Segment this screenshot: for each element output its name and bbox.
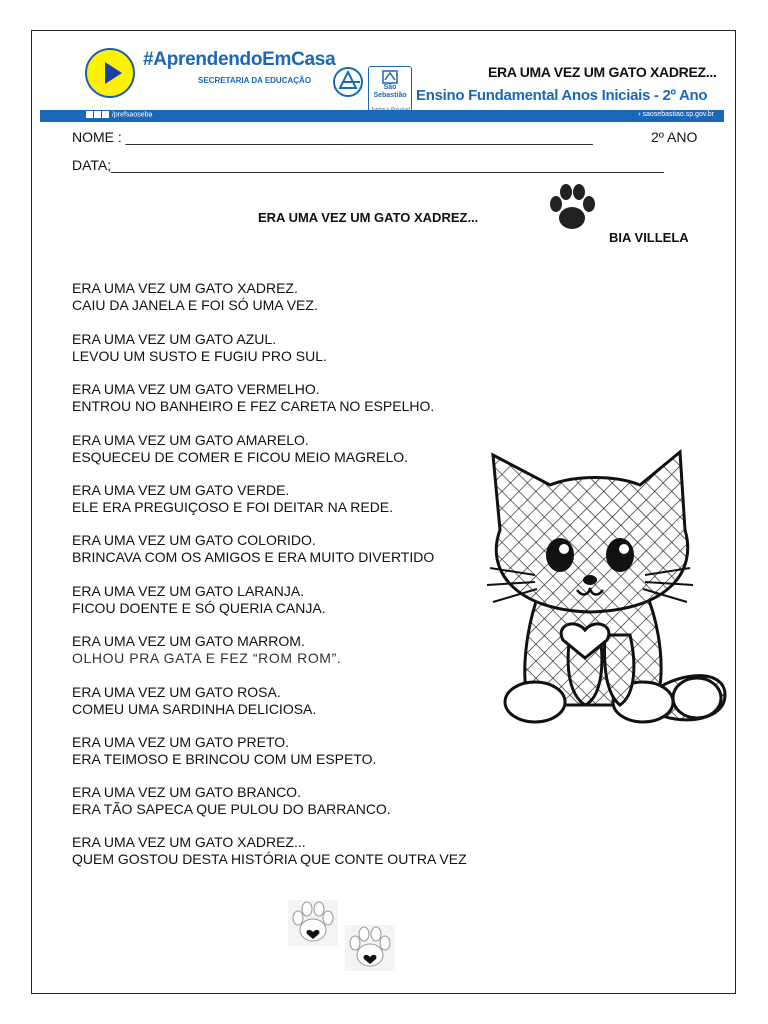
instagram-icon — [102, 111, 109, 118]
department-label: SECRETARIA DA EDUCAÇÃO — [198, 76, 312, 85]
banner-title: ERA UMA VEZ UM GATO XADREZ... — [488, 64, 717, 80]
stanza — [72, 280, 318, 314]
stanza-line: ERA TEIMOSO E BRINCOU COM UM ESPETO. — [72, 751, 377, 767]
stanza — [72, 633, 341, 667]
stanza-line: ERA TÃO SAPECA QUE PULOU DO BARRANCO. — [72, 801, 391, 817]
poem-title: ERA UMA VEZ UM GATO XADREZ... — [258, 210, 479, 225]
stanza-line: ERA UMA VEZ UM GATO LARANJA. — [72, 583, 305, 599]
stanza-line: BRINCAVA COM OS AMIGOS E ERA MUITO DIVERTIDO — [72, 549, 435, 565]
stanza — [72, 784, 391, 818]
stanza — [72, 583, 326, 617]
stanza-line: ERA UMA VEZ UM GATO MARROM. — [72, 633, 305, 649]
stanza-line: ERA UMA VEZ UM GATO AMARELO. — [72, 432, 309, 448]
stanza-line: LEVOU UM SUSTO E FUGIU PRO SUL. — [72, 348, 327, 364]
stanza — [72, 684, 316, 718]
stanza — [72, 432, 408, 466]
header-banner — [40, 40, 724, 124]
stanza — [72, 734, 376, 768]
name-line: ____________________________________________________________ — [125, 129, 593, 145]
social-links — [86, 111, 152, 118]
plaid-cat-illustration — [485, 440, 731, 730]
city-crest-icon — [382, 70, 398, 84]
stanza-line: FICOU DOENTE E SÓ QUERIA CANJA. — [72, 600, 326, 616]
arrow-icon: › — [638, 111, 641, 118]
poem-author: BIA VILLELA — [609, 230, 689, 245]
stanza-line: CAIU DA JANELA E FOI SÓ UMA VEZ. — [72, 297, 318, 313]
paw-heart-icon — [345, 925, 395, 971]
website-url: saosebastiao.sp.gov.br — [642, 111, 714, 118]
stanza — [72, 532, 434, 566]
stanza-line: ERA UMA VEZ UM GATO ROSA. — [72, 684, 281, 700]
stanza — [72, 482, 393, 516]
stanza-line: ERA UMA VEZ UM GATO VERMELHO. — [72, 381, 320, 397]
date-field — [72, 157, 664, 173]
stanza-line: ERA UMA VEZ UM GATO PRETO. — [72, 734, 290, 750]
stanza-line: ESQUECEU DE COMER E FICOU MEIO MAGRELO. — [72, 449, 409, 465]
banner-subtitle: Ensino Fundamental Anos Iniciais - 2º Ano — [416, 87, 708, 104]
twitter-icon — [94, 111, 101, 118]
stanza-line: ERA UMA VEZ UM GATO AZUL. — [72, 331, 277, 347]
social-handle: /prefsaoseba — [111, 111, 153, 119]
stanza-line: ERA UMA VEZ UM GATO VERDE. — [72, 482, 290, 498]
stanza — [72, 381, 434, 415]
name-label: NOME : — [72, 129, 126, 145]
stanza-line: ERA UMA VEZ UM GATO XADREZ. — [72, 280, 298, 296]
website-link — [638, 111, 714, 118]
city-logo-name: São Sebastião — [373, 84, 407, 99]
facebook-icon — [86, 111, 93, 118]
stanza-line: ENTROU NO BANHEIRO E FEZ CARETA NO ESPELHO. — [72, 398, 435, 414]
stanza-line: QUEM GOSTOU DESTA HISTÓRIA QUE CONTE OUTRA VEZ — [72, 851, 467, 867]
stanza — [72, 834, 467, 868]
stanza-line: ERA UMA VEZ UM GATO COLORIDO. — [72, 532, 316, 548]
paw-print-icon — [540, 178, 604, 240]
paw-heart-icon — [288, 900, 338, 946]
stanza-line: OLHOU PRA GATA E FEZ “ROM ROM”. — [72, 650, 342, 666]
stanza-line: ELE ERA PREGUIÇOSO E FOI DEITAR NA REDE. — [72, 499, 394, 515]
name-field — [72, 129, 593, 145]
stanza-line: COMEU UMA SARDINHA DELICIOSA. — [72, 701, 317, 717]
education-logo-icon — [330, 62, 366, 102]
date-line: _______________________________________________________________________ — [111, 157, 664, 173]
date-label: DATA; — [72, 157, 112, 173]
stanza-line: ERA UMA VEZ UM GATO BRANCO. — [72, 784, 301, 800]
stanza-line: ERA UMA VEZ UM GATO XADREZ... — [72, 834, 306, 850]
hashtag-title: #AprendendoEmCasa — [143, 49, 336, 70]
grade-label: 2º ANO — [651, 129, 698, 145]
stanza — [72, 331, 327, 365]
play-icon — [85, 48, 135, 98]
